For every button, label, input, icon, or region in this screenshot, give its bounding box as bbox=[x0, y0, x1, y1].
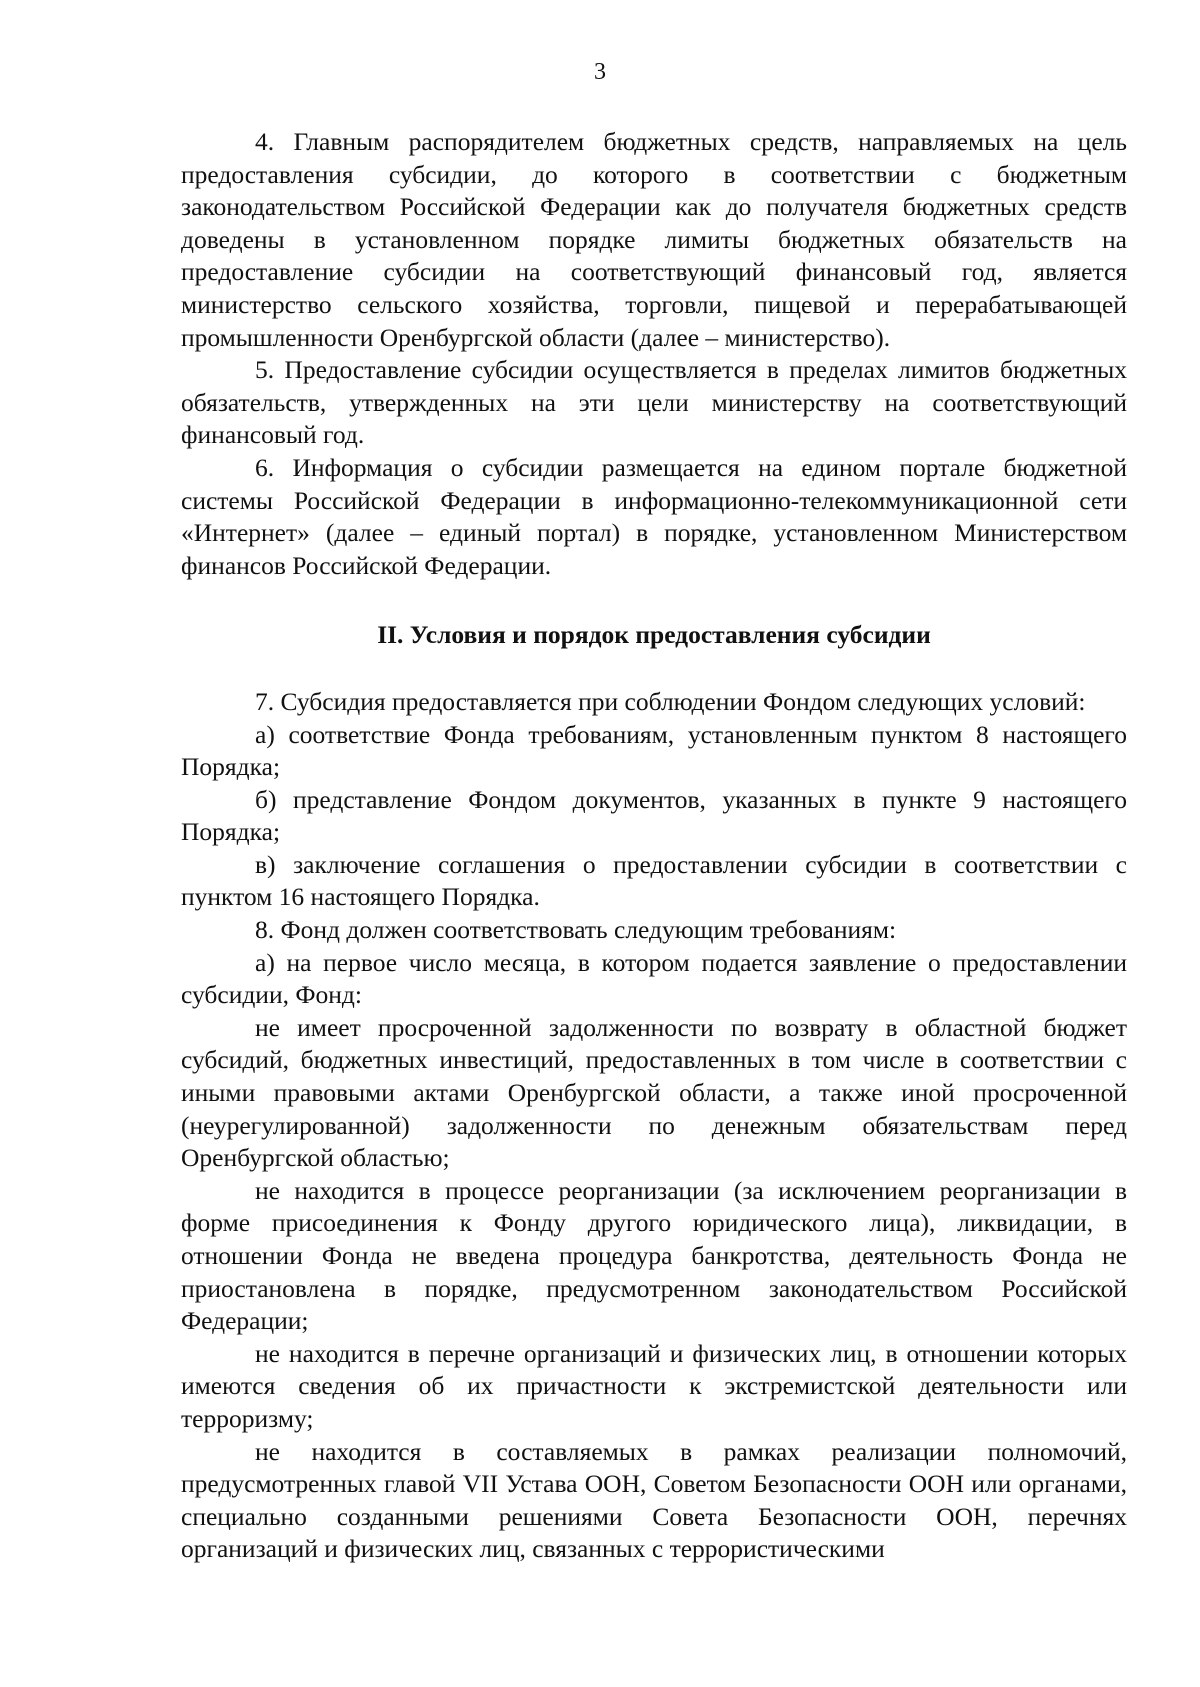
section-heading: II. Условия и порядок предоставления субсидии bbox=[377, 620, 931, 650]
requirement-no-extremism-list: не находится в перечне организаций и физических лиц, в отношении которых имеются сведения об их причастности к экстремистской деятельности или терроризму; bbox=[181, 1338, 1127, 1433]
paragraph-4: 4. Главным распорядителем бюджетных средств, направляемых на цель предоставления субсидии, до которого в соответствии с бюджетным законодательством Российской Федерации как до получателя бюджетных средств доведены в установленном порядке лимиты бюджетных обязательств на предоставление субсидии на соответствующий финансовый год, является министерство сельского хозяйства, торговли, пищевой и перерабатывающей промышленности Оренбургской области (далее – министерство). bbox=[181, 127, 1127, 352]
paragraph-6: 6. Информация о субсидии размещается на едином портале бюджетной системы Российской Федерации в информационно-телекоммуникационной сети «Интернет» (далее – единый портал) в порядке, установленном Министерством финансов Российской Федерации. bbox=[181, 452, 1127, 580]
page-number: 3 bbox=[594, 59, 606, 85]
paragraph-7b: б) представление Фондом документов, указанных в пункте 9 настоящего Порядка; bbox=[181, 784, 1127, 847]
paragraph-7: 7. Субсидия предоставляется при соблюдении Фондом следующих условий: bbox=[255, 686, 1086, 716]
paragraph-7v: в) заключение соглашения о предоставлении субсидии в соответствии с пунктом 16 настоящего Порядка. bbox=[181, 849, 1127, 912]
paragraph-8: 8. Фонд должен соответствовать следующим требованиям: bbox=[255, 915, 897, 945]
requirement-no-un-sanctions-list: не находится в составляемых в рамках реализации полномочий, предусмотренных главой VII Устава ООН, Советом Безопасности ООН или органами, специально созданными решениями Совета Безопасности ООН, перечнях организаций и физических лиц, связанных с террористическими bbox=[181, 1436, 1127, 1564]
paragraph-5: 5. Предоставление субсидии осуществляется в пределах лимитов бюджетных обязательств, утвержденных на эти цели министерству на соответствующий финансовый год. bbox=[181, 355, 1127, 450]
document-body bbox=[181, 126, 1127, 1566]
requirement-no-reorganization: не находится в процессе реорганизации (за исключением реорганизации в форме присоединения к Фонду другого юридического лица), ликвидации, в отношении Фонда не введена процедура банкротства, деятельность Фонда не приостановлена в порядке, предусмотренном законодательством Российской Федерации; bbox=[181, 1175, 1127, 1336]
paragraph-8a: а) на первое число месяца, в котором подается заявление о предоставлении субсидии, Фонд: bbox=[181, 947, 1127, 1010]
paragraph-7a: а) соответствие Фонда требованиям, установленным пунктом 8 настоящего Порядка; bbox=[181, 719, 1127, 782]
requirement-no-overdue-debt: не имеет просроченной задолженности по возврату в областной бюджет субсидий, бюджетных инвестиций, предоставленных в том числе в соответствии с иными правовыми актами Оренбургской области, а также иной просроченной (неурегулированной) задолженности по денежным обязательствам перед Оренбургской областью; bbox=[181, 1012, 1127, 1173]
